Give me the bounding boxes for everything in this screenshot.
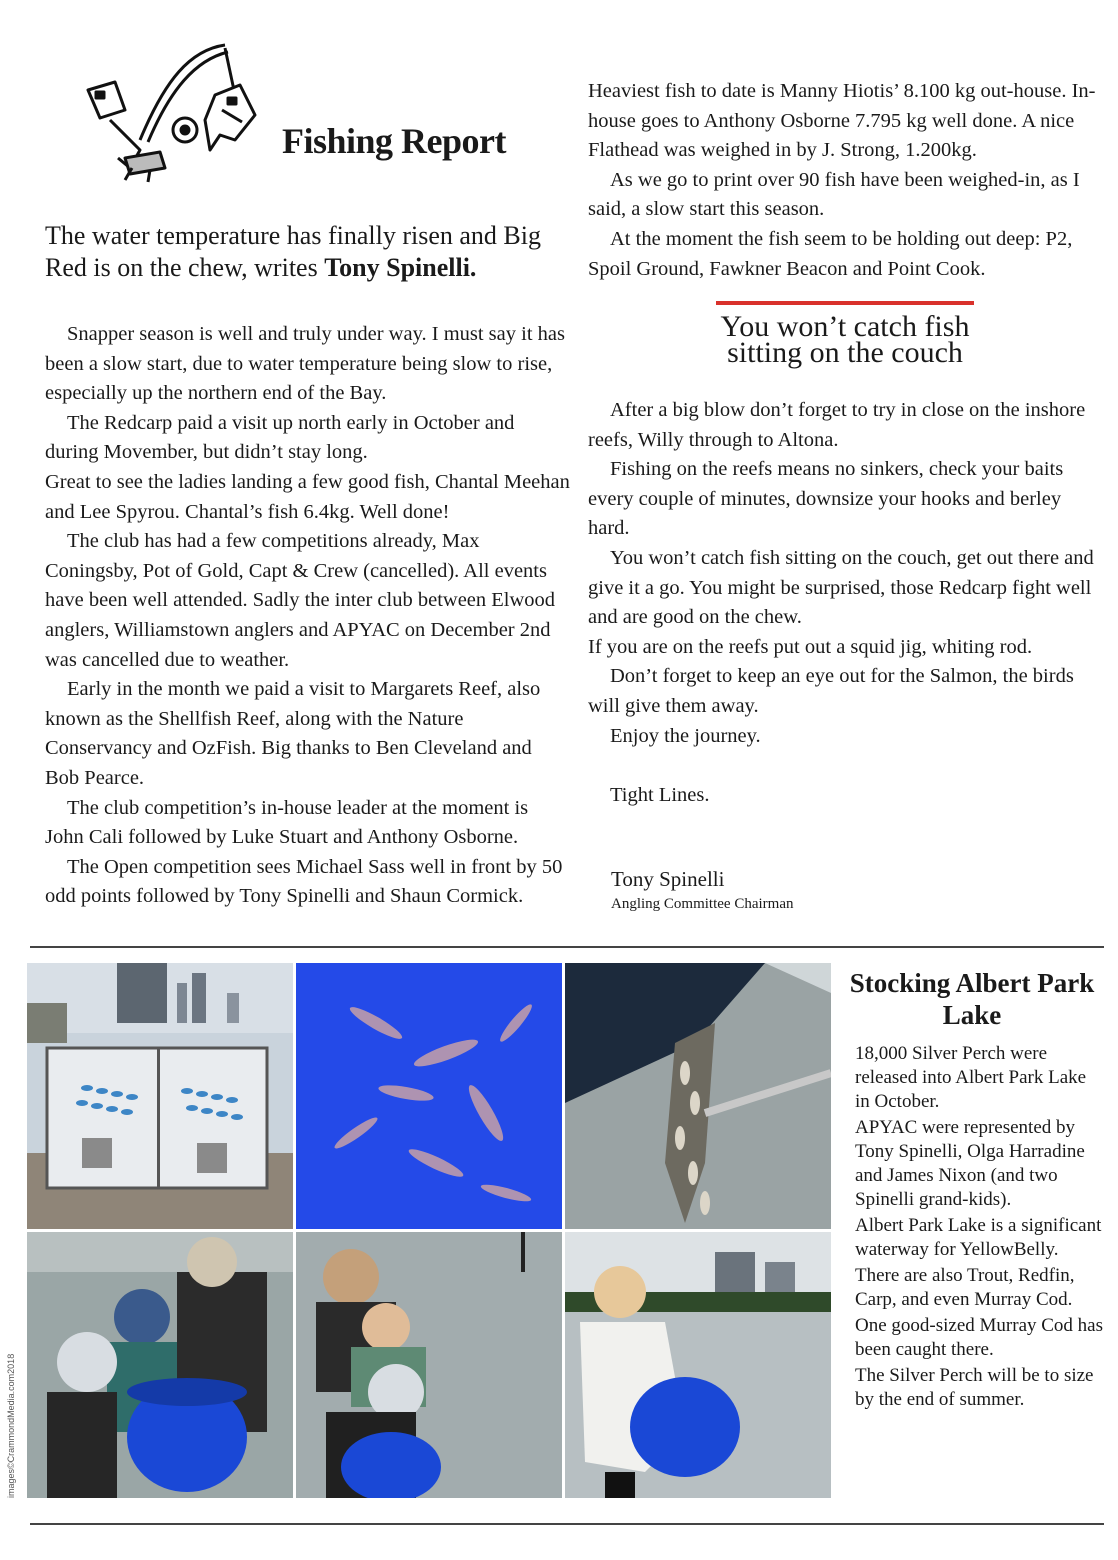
page-title: Fishing Report — [282, 121, 507, 161]
subheading — [640, 310, 1050, 369]
paragraph: If you are on the reefs put out a squid jig, whiting rod. — [588, 635, 1033, 658]
photo-fish-in-tub — [296, 963, 562, 1229]
sidebar-paragraph: One good-sized Murray Cod has been caught there. — [855, 1315, 1104, 1360]
paragraph: As we go to print over 90 fish have been weighed-in, as I said, a slow start this season. — [588, 168, 1080, 221]
subheading-line-2: sitting on the couch — [727, 336, 963, 369]
photo-family-bucket — [296, 1232, 562, 1498]
standfirst-text: The water temperature has finally risen and Big Red is on the chew, writes — [45, 221, 541, 282]
signoff-name: Tony Spinelli — [611, 867, 725, 891]
sidebar-paragraph: APYAC were represented by Tony Spinelli, Olga Harradine and James Nixon (and two Spinelli grand-kids). — [855, 1117, 1085, 1210]
paragraph: The club has had a few competitions already, Max Coningsby, Pot of Gold, Capt & Crew (cancelled). All events have been well attended. Sadly the inter club between Elwood anglers, Williamstown anglers and APYAC on December 2nd was cancelled due to weather. — [45, 530, 556, 671]
closing-line: Tight Lines. — [610, 783, 710, 806]
sidebar-paragraph: Albert Park Lake is a significant waterway for YellowBelly. — [855, 1215, 1102, 1260]
paragraph: The club competition’s in-house leader at the moment is John Cali followed by Luke Stuart and Anthony Osborne. — [45, 796, 529, 849]
section-divider — [30, 946, 1104, 948]
paragraph: Don’t forget to keep an eye out for the Salmon, the birds will give them away. — [588, 665, 1074, 717]
sidebar-paragraph: The Silver Perch will be to size by the end of summer. — [855, 1365, 1094, 1410]
bottom-rule — [30, 1523, 1104, 1525]
paragraph: Heaviest fish to date is Manny Hiotis’ 8.100 kg out-house. In-house goes to Anthony Osborne 7.795 kg well done. A nice Flathead was weighed in by J. Strong, 1.200kg. — [588, 80, 1096, 162]
paragraph: At the moment the fish seem to be holding out deep: P2, Spoil Ground, Fawkner Beacon and Point Cook. — [588, 227, 1073, 280]
subheading-line-1: You won’t catch fish — [720, 310, 970, 343]
photo-net-release — [565, 963, 831, 1229]
standfirst — [45, 220, 565, 284]
fishing-logo-icon — [70, 40, 270, 185]
paragraph: Early in the month we paid a visit to Margarets Reef, also known as the Shellfish Reef, along with the Nature Conservancy and OzFish. Big thanks to Ben Cleveland and Bob Pearce. — [45, 678, 541, 789]
photo-kids-bucket — [27, 1232, 293, 1498]
paragraph: Enjoy the journey. — [610, 724, 761, 747]
paragraph: Great to see the ladies landing a few good fish, Chantal Meehan and Lee Spyrou. Chantal’s fish 6.4kg. Well done! — [45, 470, 570, 523]
photo-woman-bucket — [565, 1232, 831, 1498]
accent-rule — [716, 301, 974, 305]
sidebar-body — [855, 1042, 1105, 1414]
sidebar-title: Stocking Albert Park Lake — [849, 968, 1095, 1030]
photo-credit: images©CrammondMedia.com2018 — [6, 1353, 16, 1498]
photo-fish-tanks — [27, 963, 293, 1229]
left-column — [45, 320, 570, 912]
author-byline: Tony Spinelli. — [324, 253, 477, 282]
right-column-top — [588, 77, 1106, 284]
paragraph: You won’t catch fish sitting on the couch, get out there and give it a go. You might be surprised, those Redcarp fight well and are good on the chew. — [588, 546, 1094, 629]
paragraph: The Redcarp paid a visit up north early in October and during Movember, but didn’t stay long. — [45, 411, 515, 464]
right-column-bottom — [588, 396, 1106, 810]
paragraph: Snapper season is well and truly under way. I must say it has been a slow start, due to water temperature being slow to rise, especially up the northern end of the Bay. — [45, 323, 565, 405]
signoff-role: Angling Committee Chairman — [611, 896, 794, 912]
paragraph: Fishing on the reefs means no sinkers, check your baits every couple of minutes, downsize your hooks and berley hard. — [588, 458, 1064, 540]
paragraph: After a big blow don’t forget to try in close on the inshore reefs, Willy through to Altona. — [588, 399, 1086, 451]
sidebar-paragraph: There are also Trout, Redfin, Carp, and even Murray Cod. — [855, 1265, 1075, 1310]
paragraph: The Open competition sees Michael Sass well in front by 50 odd points followed by Tony Spinelli and Shaun Cormick. — [45, 855, 563, 908]
sidebar-paragraph: 18,000 Silver Perch were released into Albert Park Lake in October. — [855, 1043, 1087, 1112]
